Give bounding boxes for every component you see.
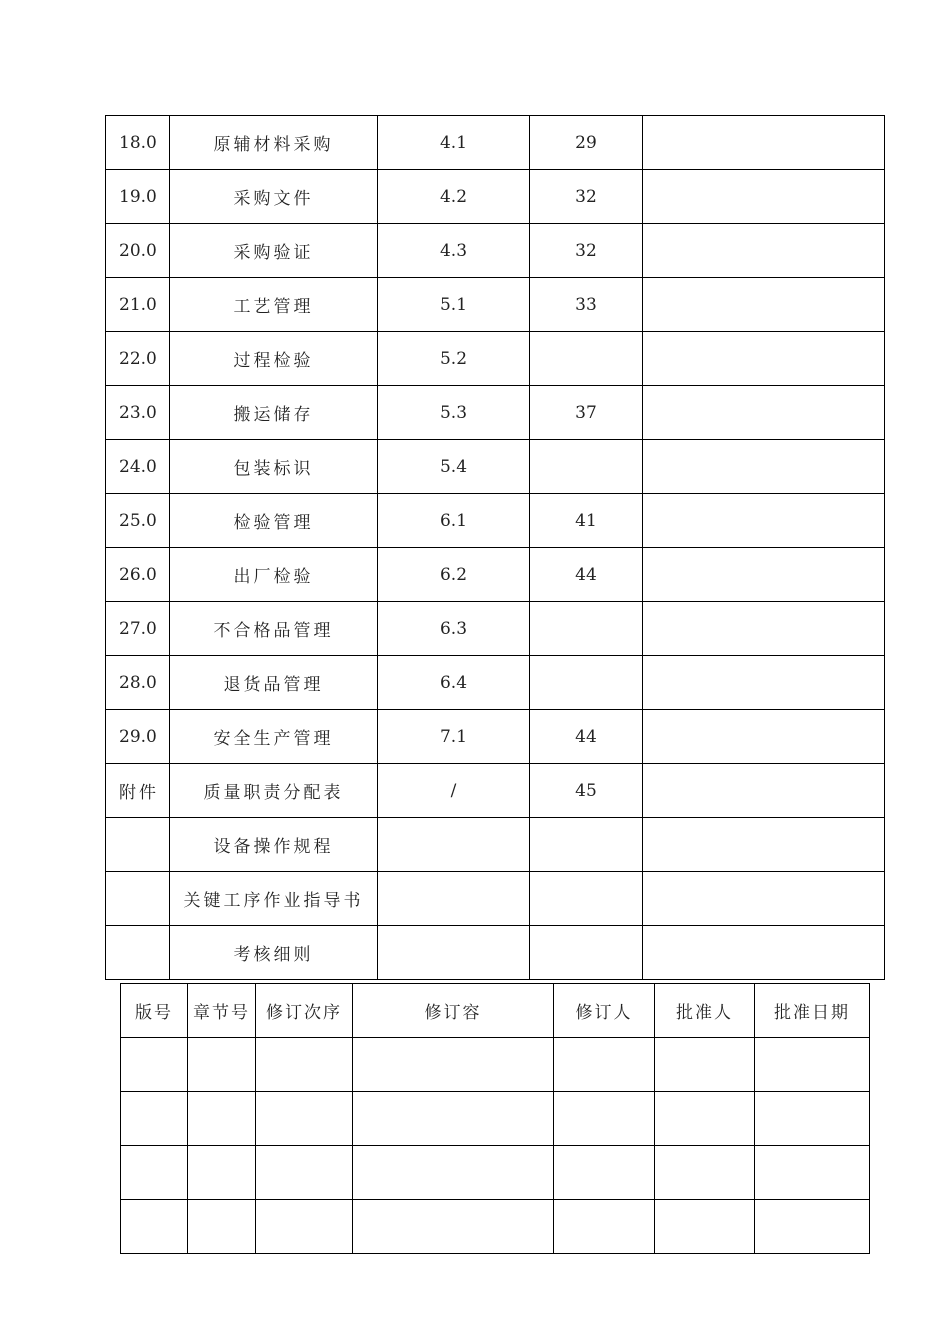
revision-header-cell: 批准人 (655, 984, 755, 1038)
revision-header-cell: 批准日期 (755, 984, 870, 1038)
toc-note-cell (643, 494, 885, 548)
toc-clause-cell: 5.1 (378, 278, 530, 332)
revision-cell (256, 1092, 353, 1146)
revision-cell (554, 1092, 655, 1146)
toc-title-cell: 检验管理 (170, 494, 378, 548)
toc-row (106, 116, 885, 170)
toc-clause-cell: 4.2 (378, 170, 530, 224)
toc-row (106, 548, 885, 602)
toc-note-cell (643, 710, 885, 764)
toc-number-cell: 28.0 (106, 656, 170, 710)
toc-row (106, 386, 885, 440)
toc-clause-cell: 6.3 (378, 602, 530, 656)
revision-table (120, 983, 870, 1254)
revision-cell (353, 1200, 554, 1254)
toc-title-cell: 工艺管理 (170, 278, 378, 332)
toc-row (106, 872, 885, 926)
toc-clause-cell (378, 872, 530, 926)
toc-clause-cell: 7.1 (378, 710, 530, 764)
revision-row (121, 1146, 870, 1200)
toc-clause-cell (378, 926, 530, 980)
toc-page-cell (530, 332, 643, 386)
toc-page-cell: 32 (530, 170, 643, 224)
toc-number-cell: 18.0 (106, 116, 170, 170)
toc-title-cell: 不合格品管理 (170, 602, 378, 656)
toc-row (106, 656, 885, 710)
toc-note-cell (643, 116, 885, 170)
revision-header-cell: 修订人 (554, 984, 655, 1038)
revision-body (121, 984, 870, 1254)
revision-cell (755, 1200, 870, 1254)
toc-page-cell (530, 656, 643, 710)
toc-clause-cell: 4.1 (378, 116, 530, 170)
toc-number-cell: 20.0 (106, 224, 170, 278)
toc-title-cell: 采购验证 (170, 224, 378, 278)
revision-cell (655, 1092, 755, 1146)
revision-cell (256, 1038, 353, 1092)
revision-cell (655, 1146, 755, 1200)
toc-note-cell (643, 440, 885, 494)
toc-number-cell: 23.0 (106, 386, 170, 440)
revision-cell (256, 1200, 353, 1254)
revision-header-row (121, 984, 870, 1038)
toc-number-cell: 附件 (106, 764, 170, 818)
toc-title-cell: 采购文件 (170, 170, 378, 224)
revision-cell (121, 1092, 188, 1146)
toc-title-cell: 关键工序作业指导书 (170, 872, 378, 926)
toc-page-cell (530, 872, 643, 926)
toc-title-cell: 出厂检验 (170, 548, 378, 602)
revision-cell (188, 1200, 256, 1254)
toc-title-cell: 质量职责分配表 (170, 764, 378, 818)
revision-header-cell: 修订次序 (256, 984, 353, 1038)
revision-cell (121, 1038, 188, 1092)
revision-cell (554, 1200, 655, 1254)
revision-cell (256, 1146, 353, 1200)
toc-row (106, 440, 885, 494)
toc-row (106, 224, 885, 278)
revision-row (121, 1200, 870, 1254)
revision-cell (655, 1038, 755, 1092)
toc-page-cell: 44 (530, 548, 643, 602)
toc-title-cell: 原辅材料采购 (170, 116, 378, 170)
toc-title-cell: 搬运储存 (170, 386, 378, 440)
toc-clause-cell: 4.3 (378, 224, 530, 278)
toc-row (106, 278, 885, 332)
toc-note-cell (643, 764, 885, 818)
toc-page-cell: 37 (530, 386, 643, 440)
revision-cell (755, 1146, 870, 1200)
toc-page-cell (530, 818, 643, 872)
toc-number-cell: 19.0 (106, 170, 170, 224)
toc-note-cell (643, 602, 885, 656)
toc-clause-cell: 5.2 (378, 332, 530, 386)
toc-note-cell (643, 548, 885, 602)
toc-note-cell (643, 224, 885, 278)
toc-clause-cell: 5.4 (378, 440, 530, 494)
revision-cell (353, 1092, 554, 1146)
toc-number-cell: 26.0 (106, 548, 170, 602)
toc-row (106, 494, 885, 548)
toc-number-cell: 24.0 (106, 440, 170, 494)
toc-title-cell: 安全生产管理 (170, 710, 378, 764)
toc-row (106, 818, 885, 872)
toc-page-cell: 29 (530, 116, 643, 170)
toc-note-cell (643, 872, 885, 926)
toc-page-cell: 32 (530, 224, 643, 278)
toc-number-cell: 27.0 (106, 602, 170, 656)
toc-title-cell: 包装标识 (170, 440, 378, 494)
toc-note-cell (643, 818, 885, 872)
toc-number-cell: 25.0 (106, 494, 170, 548)
toc-note-cell (643, 926, 885, 980)
toc-row (106, 926, 885, 980)
revision-cell (353, 1146, 554, 1200)
toc-body (106, 116, 885, 980)
toc-note-cell (643, 656, 885, 710)
toc-page-cell (530, 440, 643, 494)
toc-note-cell (643, 278, 885, 332)
toc-row (106, 170, 885, 224)
revision-cell (121, 1146, 188, 1200)
toc-clause-cell: 5.3 (378, 386, 530, 440)
toc-page-cell (530, 602, 643, 656)
revision-cell (755, 1092, 870, 1146)
toc-number-cell (106, 818, 170, 872)
toc-row (106, 602, 885, 656)
toc-number-cell: 21.0 (106, 278, 170, 332)
revision-cell (554, 1038, 655, 1092)
revision-header-cell: 修订容 (353, 984, 554, 1038)
revision-cell (188, 1092, 256, 1146)
toc-table (105, 115, 885, 980)
toc-page-cell (530, 926, 643, 980)
toc-number-cell (106, 872, 170, 926)
revision-header-cell: 章节号 (188, 984, 256, 1038)
toc-title-cell: 设备操作规程 (170, 818, 378, 872)
revision-row (121, 1038, 870, 1092)
toc-note-cell (643, 170, 885, 224)
toc-row (106, 710, 885, 764)
toc-number-cell: 29.0 (106, 710, 170, 764)
toc-note-cell (643, 332, 885, 386)
revision-cell (121, 1200, 188, 1254)
toc-page-cell: 33 (530, 278, 643, 332)
toc-note-cell (643, 386, 885, 440)
toc-clause-cell: 6.2 (378, 548, 530, 602)
toc-clause-cell: 6.1 (378, 494, 530, 548)
revision-header-cell: 版号 (121, 984, 188, 1038)
revision-row (121, 1092, 870, 1146)
toc-page-cell: 41 (530, 494, 643, 548)
toc-page-cell: 45 (530, 764, 643, 818)
toc-clause-cell (378, 818, 530, 872)
toc-clause-cell: / (378, 764, 530, 818)
toc-clause-cell: 6.4 (378, 656, 530, 710)
revision-cell (755, 1038, 870, 1092)
toc-title-cell: 过程检验 (170, 332, 378, 386)
toc-number-cell (106, 926, 170, 980)
toc-title-cell: 退货品管理 (170, 656, 378, 710)
toc-row (106, 332, 885, 386)
toc-row (106, 764, 885, 818)
revision-cell (353, 1038, 554, 1092)
revision-cell (188, 1146, 256, 1200)
toc-title-cell: 考核细则 (170, 926, 378, 980)
revision-cell (188, 1038, 256, 1092)
revision-cell (554, 1146, 655, 1200)
revision-cell (655, 1200, 755, 1254)
toc-number-cell: 22.0 (106, 332, 170, 386)
toc-page-cell: 44 (530, 710, 643, 764)
